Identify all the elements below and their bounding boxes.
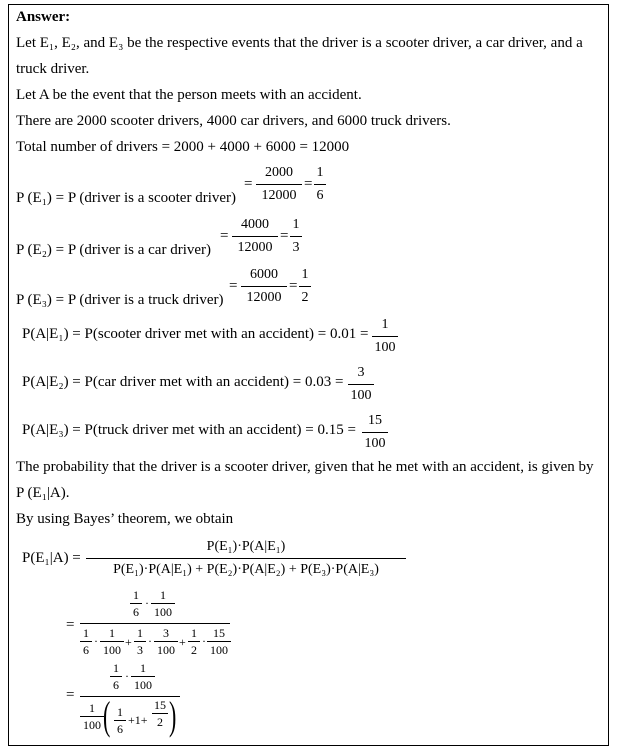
step1-term2-fraction-b [154, 627, 178, 656]
multiply-dot: · [125, 669, 129, 683]
step1-main-fraction-bar [80, 623, 230, 624]
paragraph-events-line1: Let E₁, E₂, and E₃ be the respective events that the driver is a scooter driver, a car driver, and a [16, 35, 583, 51]
cond-e3-denominator: 100 [362, 432, 388, 451]
numerator: 1 [117, 705, 123, 719]
prob-e1-fraction [256, 166, 302, 203]
denominator: 6 [114, 720, 126, 735]
answer-label: Answer: [16, 9, 71, 25]
cond-e2-numerator: 3 [357, 365, 365, 380]
numerator: 1 [113, 661, 119, 675]
bayes-denominator: P(E₁)·P(A|E₁) + P(E₂)·P(A|E₂) + P(E₃)·P(A|E₃) [86, 558, 406, 577]
cond-e1-numerator: 1 [381, 317, 389, 332]
denominator: 100 [151, 603, 175, 618]
step1-term1-fraction-b [100, 627, 124, 656]
multiply-dot: · [145, 596, 149, 610]
equals-sign: = [289, 278, 298, 294]
cond-e1-label: P(A|E₁) = P(scooter driver met with an accident) = 0.01 = [22, 326, 369, 342]
bayes-formula-fraction [86, 540, 406, 577]
step2-main-fraction-bar [80, 696, 180, 697]
multiply-dot: · [148, 634, 152, 648]
cond-e1-denominator: 100 [372, 336, 398, 355]
bayes-lhs: P(E₁|A) = [22, 550, 81, 566]
prob-e1-simplified-num: 1 [316, 165, 324, 180]
denominator: 2 [188, 641, 200, 656]
numerator: 1 [83, 626, 89, 640]
prob-e1-numerator: 2000 [265, 165, 293, 180]
prob-e3-numerator: 6000 [250, 267, 278, 282]
denominator: 100 [154, 641, 178, 656]
denominator: 100 [100, 641, 124, 656]
equals-sign: = [66, 617, 75, 633]
step1-term2-fraction-a [134, 627, 146, 656]
paragraph-events-line2: truck driver. [16, 61, 90, 77]
paragraph-driver-counts: There are 2000 scooter drivers, 4000 car drivers, and 6000 truck drivers. [16, 113, 451, 129]
step2-inner-fraction-c [152, 699, 168, 728]
step2-outer-fraction [80, 702, 104, 731]
equals-sign: = [229, 278, 238, 294]
cond-e3-fraction [362, 414, 388, 451]
bayes-numerator: P(E₁)·P(A|E₁) [206, 539, 286, 554]
prob-e2-label: P (E₂) = P (driver is a car driver) [16, 242, 212, 258]
prob-e3-simplified [299, 268, 311, 305]
step2-inner-fraction-a [114, 706, 126, 735]
numerator: 1 [160, 588, 166, 602]
equals-sign: = [244, 176, 253, 192]
cond-e3-label: P(A|E₃) = P(truck driver met with an accident) = 0.15 = [22, 422, 356, 438]
cond-e1-fraction [372, 318, 398, 355]
paragraph-question-line2: P (E₁|A). [16, 485, 70, 501]
prob-e2-simplified-den: 3 [290, 236, 302, 255]
left-parenthesis: ( [102, 693, 111, 738]
prob-e1-label: P (E₁) = P (driver is a scooter driver) [16, 190, 237, 206]
paragraph-question-line1: The probability that the driver is a scooter driver, given that he met with an accident, is given by [16, 459, 594, 475]
denominator: 6 [110, 676, 122, 691]
cond-e2-denominator: 100 [348, 384, 374, 403]
step2-top-fraction-b [131, 662, 155, 691]
prob-e3-simplified-num: 1 [301, 267, 309, 282]
numerator: 15 [154, 698, 166, 712]
prob-e3-label: P (E₃) = P (driver is a truck driver) [16, 292, 224, 308]
denominator: 2 [152, 713, 168, 728]
step1-term3-fraction-b [207, 627, 231, 656]
prob-e3-simplified-den: 2 [299, 286, 311, 305]
step2-top-fraction-a [110, 662, 122, 691]
numerator: 1 [191, 626, 197, 640]
prob-e3-fraction [241, 268, 287, 305]
paragraph-bayes-intro: By using Bayes’ theorem, we obtain [16, 511, 234, 527]
equals-sign: = [66, 687, 75, 703]
equals-sign: = [280, 228, 289, 244]
numerator: 1 [140, 661, 146, 675]
prob-e2-fraction [232, 218, 278, 255]
numerator: 15 [213, 626, 225, 640]
step1-term1-fraction-a [80, 627, 92, 656]
plus-one-plus: +1+ [128, 713, 148, 727]
plus-sign: + [125, 635, 132, 649]
denominator: 100 [80, 716, 104, 731]
denominator: 6 [130, 603, 142, 618]
step1-term3-fraction-a [188, 627, 200, 656]
numerator: 1 [133, 588, 139, 602]
denominator: 100 [207, 641, 231, 656]
denominator: 100 [131, 676, 155, 691]
prob-e2-numerator: 4000 [241, 217, 269, 232]
equals-sign: = [220, 228, 229, 244]
numerator: 1 [89, 701, 95, 715]
numerator: 3 [163, 626, 169, 640]
step1-top-fraction-a [130, 589, 142, 618]
prob-e2-simplified-num: 1 [292, 217, 300, 232]
denominator: 3 [134, 641, 146, 656]
denominator: 6 [80, 641, 92, 656]
prob-e3-denominator: 12000 [241, 286, 287, 305]
numerator: 1 [109, 626, 115, 640]
prob-e2-denominator: 12000 [232, 236, 278, 255]
prob-e1-simplified [314, 166, 326, 203]
equals-sign: = [304, 176, 313, 192]
multiply-dot: · [202, 634, 206, 648]
cond-e2-fraction [348, 366, 374, 403]
prob-e1-denominator: 12000 [256, 184, 302, 203]
right-parenthesis: ) [168, 693, 177, 738]
numerator: 1 [137, 626, 143, 640]
step1-top-fraction-b [151, 589, 175, 618]
prob-e1-simplified-den: 6 [314, 184, 326, 203]
cond-e3-numerator: 15 [368, 413, 382, 428]
cond-e2-label: P(A|E₂) = P(car driver met with an accident) = 0.03 = [22, 374, 344, 390]
plus-sign: + [179, 635, 186, 649]
paragraph-accident-event: Let A be the event that the person meets with an accident. [16, 87, 362, 103]
multiply-dot: · [94, 634, 98, 648]
paragraph-total-drivers: Total number of drivers = 2000 + 4000 + 6000 = 12000 [16, 139, 350, 155]
prob-e2-simplified [290, 218, 302, 255]
